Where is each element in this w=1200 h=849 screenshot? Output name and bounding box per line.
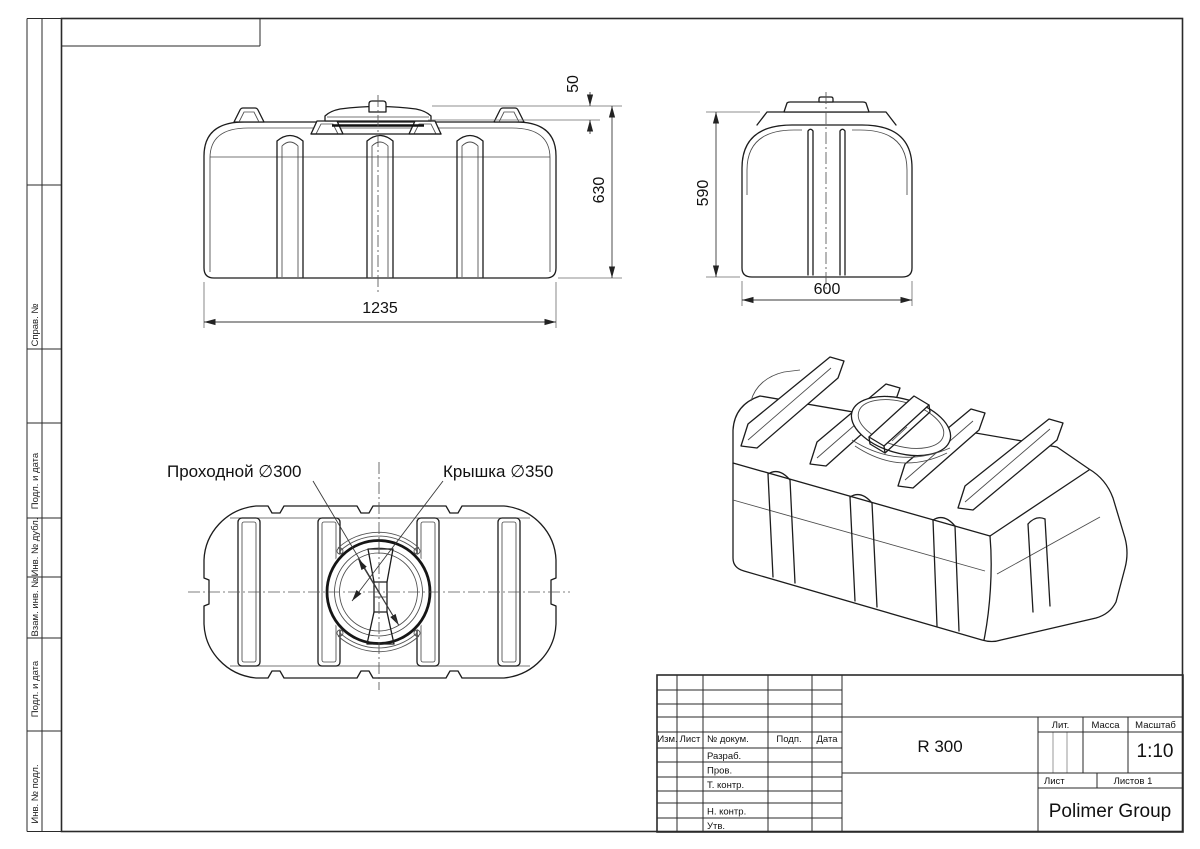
sheet-frame (62, 19, 1183, 832)
tb-label-list: Лист (679, 734, 701, 745)
margin-label-sprav: Справ. № (30, 303, 41, 347)
tb-label-masshtab: Масштаб (1135, 720, 1176, 731)
tb-label-n-kontr: Н. контр. (707, 806, 747, 818)
callout-cover: Крышка ∅350 (443, 462, 554, 481)
tb-label-utv: Утв. (707, 821, 726, 832)
tb-label-lit: Лит. (1051, 720, 1070, 731)
dim-front-width: 1235 (362, 300, 398, 317)
tb-value-listov: Листов 1 (1113, 776, 1153, 787)
tb-designation: R 300 (917, 737, 963, 756)
lid-handle (369, 101, 386, 112)
tb-label-razrab: Разраб. (707, 751, 742, 762)
tb-label-prov: Пров. (707, 765, 733, 777)
tb-label-data: Дата (816, 734, 838, 745)
tb-label-num-dokum: № докум. (707, 734, 749, 745)
side-view (695, 92, 912, 306)
title-block (657, 675, 1183, 832)
front-view (204, 75, 622, 328)
callout-opening: Проходной ∅300 (167, 462, 302, 481)
top-view (167, 462, 570, 690)
tb-label-t-kontr: Т. контр. (707, 780, 745, 791)
tb-company: Polimer Group (1048, 801, 1172, 822)
front-lid (311, 101, 441, 134)
margin-column (27, 19, 62, 832)
side-rib (808, 129, 845, 275)
dim-lid-height: 50 (565, 75, 582, 93)
dim-side-width: 600 (813, 281, 841, 298)
tb-label-podp: Подп. (776, 734, 802, 745)
tb-label-list2: Лист (1044, 776, 1065, 787)
margin-label-podl1: Подл. и дата (30, 452, 41, 510)
iso-view (733, 357, 1127, 642)
margin-label-inv-dubl: Инв. № дубл. (30, 517, 41, 577)
dim-side-height: 590 (695, 179, 712, 207)
margin-label-inv-podl: Инв. № подл. (30, 764, 41, 824)
tb-label-massa: Масса (1091, 720, 1120, 731)
margin-label-podl2: Подл. и дата (30, 660, 41, 718)
margin-label-vzam: Взам. инв. № (30, 577, 41, 637)
tb-scale-value: 1:10 (1136, 741, 1174, 762)
dim-front-height: 630 (591, 176, 608, 204)
tb-label-izm: Изм. (657, 734, 678, 745)
